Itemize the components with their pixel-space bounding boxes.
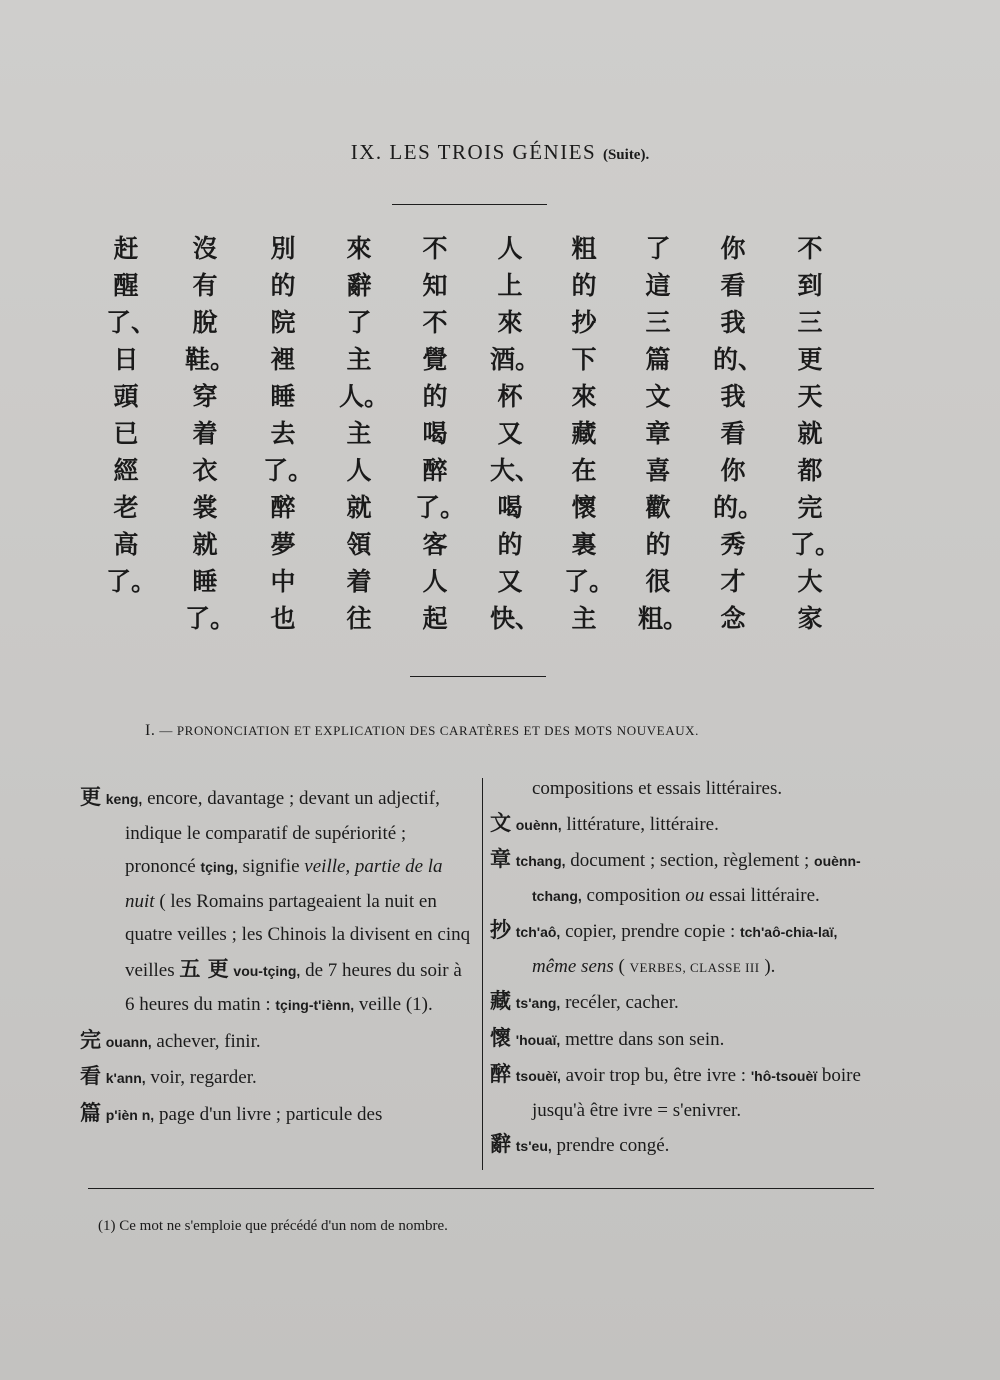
chinese-character: 很 <box>645 567 671 596</box>
entry-definition: prendre congé. <box>551 1135 670 1156</box>
chinese-column <box>713 230 764 637</box>
entry-romanization: tçing-t'iènn, <box>275 997 355 1013</box>
entry-definition: document ; section, règlement ; <box>565 850 815 871</box>
title-rule <box>392 204 547 205</box>
chinese-character: 辭 <box>346 271 372 300</box>
chinese-character: 才 <box>720 567 746 596</box>
chinese-character: 了。 <box>415 493 466 522</box>
chinese-character: 了。 <box>564 567 615 596</box>
entry-romanization: tsouèï, <box>515 1068 561 1084</box>
title-main: IX. LES TROIS GÉNIES <box>350 140 597 164</box>
chinese-character: 夢 <box>270 530 296 559</box>
chinese-character: 了、 <box>106 308 157 337</box>
chinese-character: 看 <box>720 271 746 300</box>
footnote: (1) Ce mot ne s'emploie que précédé d'un nom de nombre. <box>98 1218 448 1234</box>
vocab-entry <box>80 780 475 1023</box>
chinese-character: 醉 <box>270 493 296 522</box>
entry-definition: copier, prendre copie : <box>560 921 740 942</box>
chinese-character: 睡 <box>270 382 296 411</box>
chinese-character: 酒。 <box>490 345 541 374</box>
chinese-character: 脫 <box>192 308 218 337</box>
chinese-character: 篇 <box>645 345 671 374</box>
entry-definition: de 7 heures du soir à 6 heures du matin : <box>125 959 462 1015</box>
entry-romanization: k'ann, <box>105 1070 146 1086</box>
page-title <box>0 140 1000 165</box>
entry-character: 篇 <box>80 1099 101 1125</box>
entry-smallcaps: VERBES, CLASSE III <box>629 959 760 975</box>
entry-definition: voir, regarder. <box>145 1067 257 1088</box>
chinese-character: 不 <box>797 234 823 263</box>
chinese-character: 藏 <box>571 419 597 448</box>
entry-character: 辭 <box>490 1131 511 1156</box>
chinese-character: 來 <box>346 234 372 263</box>
chinese-character: 來 <box>497 308 523 337</box>
entry-character: 五 更 <box>179 955 229 981</box>
column-divider <box>482 778 483 1170</box>
entry-character: 更 <box>80 784 101 809</box>
chinese-character: 人 <box>497 234 523 263</box>
chinese-column <box>415 230 466 637</box>
entry-romanization: ouènn, <box>515 816 562 833</box>
chinese-character: 大 <box>797 567 823 596</box>
chinese-character: 喝 <box>497 493 523 522</box>
chinese-character: 別 <box>270 234 296 263</box>
chinese-column <box>790 230 841 637</box>
entry-definition: ( les Romains partageaient la nuit en quatre veilles ; les Chinois la divisent en cinq veilles <box>125 890 471 981</box>
entry-definition: page d'un livre ; particule des <box>154 1103 383 1125</box>
section-number: I. <box>145 722 156 739</box>
entry-definition: veille (1). <box>354 994 433 1015</box>
vocab-entry <box>80 1096 475 1133</box>
entry-definition: avoir trop bu, être ivre : <box>560 1065 751 1086</box>
chinese-character: 就 <box>346 493 372 522</box>
chinese-character: 天 <box>797 382 823 411</box>
chinese-character: 下 <box>571 345 597 374</box>
chinese-text-block <box>0 230 1000 650</box>
chinese-character: 快、 <box>490 604 541 633</box>
entry-romanization: vou-tçing, <box>233 962 301 979</box>
entry-character: 章 <box>490 846 511 871</box>
chinese-character: 頭 <box>113 382 139 411</box>
entry-character: 完 <box>80 1026 101 1052</box>
chinese-character: 已 <box>113 419 139 448</box>
chinese-column <box>638 230 689 637</box>
chinese-character: 這 <box>645 271 671 300</box>
entry-italic: ou <box>685 884 705 906</box>
chinese-character: 的 <box>571 271 597 300</box>
chinese-character: 在 <box>571 456 597 485</box>
chinese-character: 三 <box>645 308 671 337</box>
chinese-character: 又 <box>497 419 523 448</box>
chinese-character: 完 <box>797 493 823 522</box>
chinese-character: 裳 <box>192 493 218 522</box>
chinese-character: 都 <box>797 456 823 485</box>
chinese-character: 的 <box>422 382 448 411</box>
chinese-character: 抄 <box>571 308 597 337</box>
vocab-entry <box>490 842 880 913</box>
chinese-character: 了 <box>346 308 372 337</box>
chinese-character: 杯 <box>497 382 523 411</box>
chinese-character: 往 <box>346 604 372 633</box>
chinese-character: 粗 <box>571 234 597 263</box>
chinese-character: 更 <box>797 345 823 374</box>
chinese-character: 醉 <box>422 456 448 485</box>
chinese-character: 穿 <box>192 382 218 411</box>
section-heading-text: — PRONONCIATION ET EXPLICATION DES CARATÈRES ET DES MOTS NOUVEAUX. <box>159 723 700 738</box>
chinese-character: 我 <box>720 308 746 337</box>
vocab-entry <box>490 1021 880 1058</box>
chinese-character: 到 <box>797 271 823 300</box>
chinese-character: 了。 <box>106 567 157 596</box>
chinese-character: 中 <box>270 567 296 596</box>
entry-romanization: p'ièn n, <box>105 1106 155 1123</box>
chinese-column <box>106 230 157 600</box>
entry-romanization: ts'ang, <box>515 995 561 1011</box>
chinese-column <box>564 230 615 637</box>
entry-italic: veille, partie de la nuit <box>125 856 443 912</box>
chinese-character: 粗。 <box>638 604 689 633</box>
text-end-rule <box>410 676 546 677</box>
chinese-character: 的 <box>270 271 296 300</box>
chinese-character: 有 <box>192 271 218 300</box>
chinese-character: 主 <box>571 604 597 633</box>
chinese-character: 主 <box>346 345 372 374</box>
chinese-character: 裏 <box>571 530 597 559</box>
vocab-left-column <box>80 780 475 1132</box>
entry-romanization: tçing, <box>200 859 238 875</box>
chinese-character: 了。 <box>263 456 314 485</box>
entry-character: 藏 <box>490 988 511 1013</box>
entry-definition: mettre dans son sein. <box>560 1028 725 1050</box>
chinese-character: 着 <box>346 567 372 596</box>
vocab-entry <box>490 1057 880 1127</box>
entry-definition: essai littéraire. <box>704 884 820 906</box>
chinese-character: 院 <box>270 308 296 337</box>
entry-definition: recéler, cacher. <box>560 992 679 1013</box>
chinese-character: 主 <box>346 419 372 448</box>
chinese-character: 人 <box>346 456 372 485</box>
chinese-character: 你 <box>720 234 746 263</box>
chinese-character: 赶 <box>113 234 139 263</box>
chinese-character: 的 <box>645 530 671 559</box>
chinese-character: 睡 <box>192 567 218 596</box>
chinese-character: 又 <box>497 567 523 596</box>
chinese-character: 懷 <box>571 493 597 522</box>
entry-character: 醉 <box>490 1061 511 1086</box>
chinese-character: 你 <box>720 456 746 485</box>
vocab-entry <box>80 1059 475 1096</box>
entry-definition: achever, finir. <box>151 1030 261 1052</box>
entry-definition: ). <box>759 955 776 977</box>
footnote-rule <box>88 1188 874 1189</box>
chinese-character: 着 <box>192 419 218 448</box>
chinese-column <box>185 230 236 637</box>
chinese-character: 領 <box>346 530 372 559</box>
chinese-character: 客 <box>422 530 448 559</box>
chinese-character: 家 <box>797 604 823 633</box>
entry-definition: composition <box>581 884 686 906</box>
chinese-character: 來 <box>571 382 597 411</box>
chinese-character: 人。 <box>339 382 390 411</box>
chinese-character: 歡 <box>645 493 671 522</box>
chinese-character: 覺 <box>422 345 448 374</box>
chinese-character: 也 <box>270 604 296 633</box>
chinese-character: 的、 <box>713 345 764 374</box>
vocab-continuation: compositions et essais littéraires. <box>532 778 783 799</box>
entry-romanization: keng, <box>105 791 143 807</box>
chinese-character: 秀 <box>720 530 746 559</box>
entry-romanization: 'hô-tsouèï <box>750 1068 818 1084</box>
vocab-entry <box>490 984 880 1021</box>
chinese-character: 沒 <box>192 234 218 263</box>
chinese-character: 章 <box>645 419 671 448</box>
entry-character: 抄 <box>490 917 511 942</box>
chinese-character: 衣 <box>192 456 218 485</box>
entry-romanization: ouènn-tchang, <box>532 853 861 904</box>
entry-definition: encore, davantage ; devant un adjectif, indique le comparatif de supériorité ; prononcé <box>125 788 440 877</box>
vocab-entry <box>490 806 880 843</box>
entry-definition: signifie <box>237 856 305 877</box>
entry-romanization: ouann, <box>105 1033 152 1050</box>
entry-romanization: tch'aô-chia-laï, <box>739 924 838 940</box>
chinese-character: 知 <box>422 271 448 300</box>
chinese-character: 鞋。 <box>185 345 236 374</box>
entry-definition: ( <box>613 955 630 977</box>
vocab-entry <box>80 1023 475 1060</box>
entry-character: 文 <box>490 809 511 835</box>
entry-definition: boire jusqu'à être ivre = s'enivrer. <box>532 1065 861 1121</box>
chinese-character: 老 <box>113 493 139 522</box>
chinese-character: 喝 <box>422 419 448 448</box>
chinese-character: 裡 <box>270 345 296 374</box>
vocab-right-column <box>490 772 880 1164</box>
entry-romanization: 'houaï, <box>515 1031 561 1048</box>
chinese-character: 起 <box>422 604 448 633</box>
entry-romanization: ts'eu, <box>515 1138 552 1154</box>
chinese-character: 念 <box>720 604 746 633</box>
vocab-entry <box>490 913 880 984</box>
chinese-character: 就 <box>192 530 218 559</box>
chinese-character: 不 <box>422 308 448 337</box>
chinese-character: 了 <box>645 234 671 263</box>
chinese-character: 經 <box>113 456 139 485</box>
chinese-column <box>490 230 541 637</box>
chinese-character: 高 <box>113 530 139 559</box>
entry-character: 看 <box>80 1063 101 1088</box>
entry-character: 懷 <box>490 1024 511 1050</box>
chinese-character: 文 <box>645 382 671 411</box>
chinese-character: 的 <box>497 530 523 559</box>
chinese-character: 日 <box>113 345 139 374</box>
chinese-character: 去 <box>270 419 296 448</box>
chinese-character: 的。 <box>713 493 764 522</box>
entry-romanization: tch'aô, <box>515 924 561 940</box>
title-suite: (Suite). <box>602 147 650 163</box>
chinese-column <box>263 230 314 637</box>
chinese-character: 上 <box>497 271 523 300</box>
chinese-character: 看 <box>720 419 746 448</box>
entry-definition: littérature, littéraire. <box>561 813 719 835</box>
entry-romanization: tchang, <box>515 853 566 869</box>
chinese-character: 三 <box>797 308 823 337</box>
chinese-character: 醒 <box>113 271 139 300</box>
chinese-character: 就 <box>797 419 823 448</box>
chinese-character: 了。 <box>185 604 236 633</box>
chinese-character: 喜 <box>645 456 671 485</box>
chinese-character: 人 <box>422 567 448 596</box>
chinese-column <box>339 230 390 637</box>
chinese-character: 不 <box>422 234 448 263</box>
chinese-character: 了。 <box>790 530 841 559</box>
entry-italic: même sens <box>532 955 614 977</box>
section-heading <box>145 722 845 740</box>
chinese-character: 我 <box>720 382 746 411</box>
chinese-character: 大、 <box>490 456 541 485</box>
vocab-entry <box>490 1127 880 1164</box>
